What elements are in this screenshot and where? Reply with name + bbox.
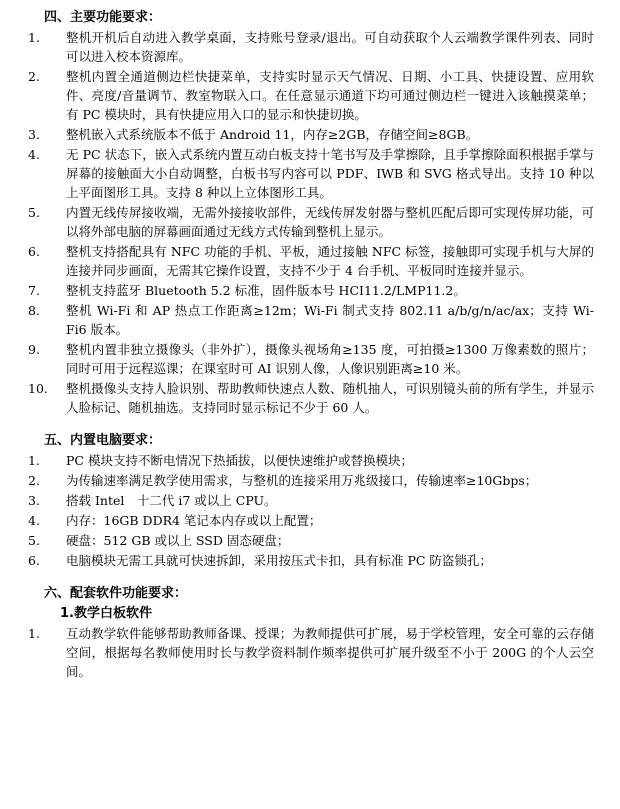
list-item [22, 340, 594, 378]
item-text: 电脑模块无需工具就可快速拆卸，采用按压式卡扣，具有标准 PC 防盗锁孔； [66, 553, 492, 568]
requirement-list [22, 451, 594, 570]
item-number: 4. [28, 513, 40, 528]
list-item [22, 242, 594, 280]
list-item [22, 379, 594, 417]
item-text: PC 模块支持不断电情况下热插拔，以便快速维护或替换模块； [66, 453, 413, 468]
list-item [22, 125, 594, 144]
item-number: 2. [28, 473, 40, 488]
list-item [22, 491, 594, 510]
item-number: 1. [28, 30, 40, 45]
section-built-in-pc [22, 431, 594, 570]
item-text: 整机开机后自动进入教学桌面，支持账号登录/退出。可自动获取个人云端教学课件列表、同时可以进入校本资源库。 [66, 30, 594, 64]
item-text: 整机 Wi-Fi 和 AP 热点工作距离≥12m；Wi-Fi 制式支持 802.11 a/b/g/n/ac/ax；支持 Wi-Fi6 版本。 [66, 303, 594, 337]
requirement-list [22, 624, 594, 681]
item-text: 整机支持蓝牙 Bluetooth 5.2 标准，固件版本号 HCI11.2/LMP11.2。 [66, 283, 466, 298]
item-number: 6. [28, 553, 40, 568]
item-text: 内置无线传屏接收端，无需外接接收部件，无线传屏发射器与整机匹配后即可实现传屏功能，可以将外部电脑的屏幕画面通过无线方式传输到整机上显示。 [66, 205, 594, 239]
item-text: 互动教学软件能够帮助教师备课、授课；为教师提供可扩展，易于学校管理，安全可靠的云存储空间，根据每名教师使用时长与教学资料制作频率提供可扩展升级至不小于 200G 的个人云空间。 [66, 626, 594, 679]
list-item [22, 551, 594, 570]
list-item [22, 624, 594, 681]
list-item [22, 145, 594, 202]
item-text: 整机内置全通道侧边栏快捷菜单，支持实时显示天气情况、日期、小工具、快捷设置、应用软件、亮度/音量调节、教室物联入口。在任意显示通道下均可通过侧边栏一键进入该触摸菜单；有 PC 模块时，具有快捷应用入口的显示和快捷切换。 [66, 69, 594, 122]
item-number: 3. [28, 493, 40, 508]
list-item [22, 531, 594, 550]
item-number: 3. [28, 127, 40, 142]
item-text: 搭载 Intel 十二代 i7 或以上 CPU。 [66, 493, 277, 508]
item-number: 1. [28, 626, 40, 641]
item-number: 5. [28, 533, 40, 548]
item-number: 10. [28, 381, 48, 396]
list-item [22, 203, 594, 241]
item-number: 5. [28, 205, 40, 220]
list-item [22, 511, 594, 530]
section-subheading: 1.教学白板软件 [60, 606, 152, 621]
item-text: 整机支持搭配具有 NFC 功能的手机、平板，通过接触 NFC 标签，接触即可实现手机与大屏的连接并同步画面，无需其它操作设置，支持不少于 4 台手机、平板同时连接并显示。 [66, 244, 594, 278]
item-number: 4. [28, 147, 40, 162]
item-text: 内存：16GB DDR4 笔记本内存或以上配置； [66, 513, 322, 528]
item-text: 为传输速率满足教学使用需求，与整机的连接采用万兆级接口，传输速率≥10Gbps； [66, 473, 538, 488]
item-number: 1. [28, 453, 40, 468]
section-software [22, 584, 594, 681]
item-number: 9. [28, 342, 40, 357]
list-item [22, 67, 594, 124]
item-text: 整机嵌入式系统版本不低于 Android 11，内存≥2GB，存储空间≥8GB。 [66, 127, 479, 142]
section-main-functions [22, 8, 594, 417]
list-item [22, 301, 594, 339]
item-number: 7. [28, 283, 40, 298]
list-item [22, 451, 594, 470]
item-number: 8. [28, 303, 40, 318]
list-item [22, 281, 594, 300]
section-heading: 四、主要功能要求： [44, 10, 162, 25]
item-number: 2. [28, 69, 40, 84]
list-item [22, 28, 594, 66]
section-heading: 五、内置电脑要求： [44, 433, 162, 448]
section-heading: 六、配套软件功能要求： [44, 586, 188, 601]
item-text: 整机摄像头支持人脸识别、帮助教师快速点人数、随机抽人，可识别镜头前的所有学生，并显示人脸标记、随机抽选。支持同时显示标记不少于 60 人。 [66, 381, 594, 415]
requirement-list [22, 28, 594, 417]
list-item [22, 471, 594, 490]
item-text: 整机内置非独立摄像头（非外扩），摄像头视场角≥135 度，可拍摄≥1300 万像素数的照片；同时可用于远程巡课；在课室时可 AI 识别人像，人像识别距离≥10 米。 [66, 342, 594, 376]
item-number: 6. [28, 244, 40, 259]
item-text: 硬盘：512 GB 或以上 SSD 固态硬盘； [66, 533, 290, 548]
item-text: 无 PC 状态下，嵌入式系统内置互动白板支持十笔书写及手掌擦除，且手掌擦除面积根据手掌与屏幕的接触面大小自动调整，白板书写内容可以 PDF、IWB 和 SVG 格式导出。支持 10 种以上平面图形工具。支持 8 种以上立体图形工具。 [66, 147, 594, 200]
